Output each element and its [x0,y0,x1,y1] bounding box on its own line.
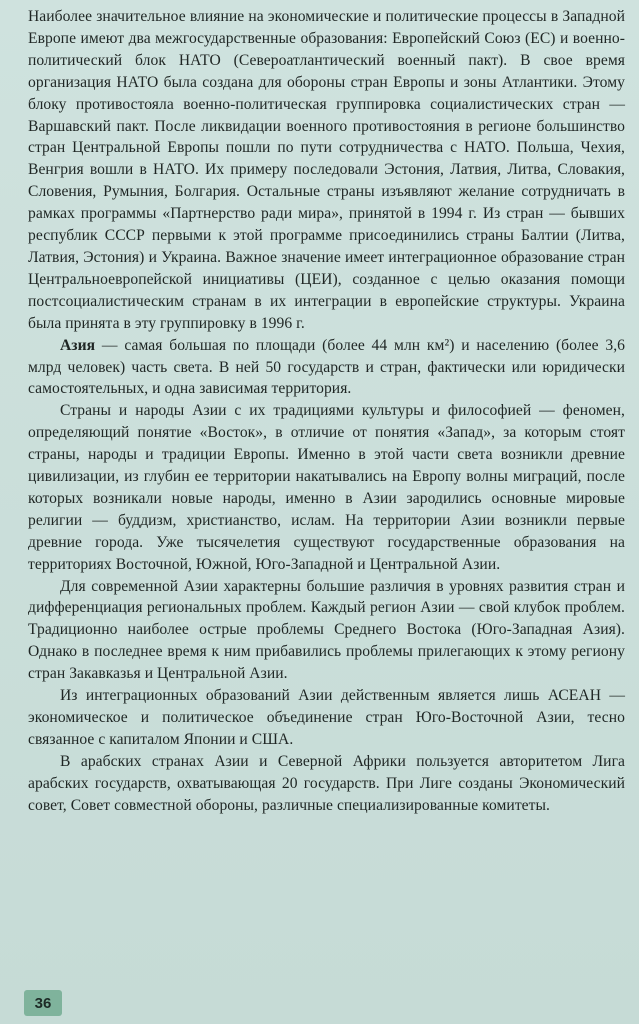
paragraph-text: Для современной Азии характерны большие различия в уровнях развития стран и дифференциация региональных проблем. Каждый регион Азии — свой клубок проблем. Традиционно наиболее острые проблемы Среднего Востока (Юго-Западная Азия). Однако в последнее время к ним прибавились проблемы прилегающих к этому региону стран Закавказья и Центральной Азии. [28,577,625,683]
paragraph-text: В арабских странах Азии и Северной Африки пользуется авторитетом Лига арабских государств, охватывающая 20 государств. При Лиге созданы Экономический совет, Совет совместной обороны, различные специализированные комитеты. [28,752,625,814]
paragraph-text: Страны и народы Азии с их традициями культуры и философией — феномен, определяющий понятие «Восток», в отличие от понятия «Запад», за которым стоят страны, народы и традиции Европы. Именно в этой части света возникли древние цивилизации, из глубин ее территории накатывались на Европу волны миграций, после которых возникали новые народы, именно в Азии зародились основные мировые религии — буддизм, христианство, ислам. На территории Азии возникли первые древние города. Уже тысячелетия существуют государственные образования на территориях Восточной, Южной, Юго-Западной и Центральной Азии. [28,402,625,573]
page-number: 36 [24,990,62,1016]
paragraph-asia-intro [28,335,625,401]
paragraph-asia-culture [28,400,625,575]
paragraph-text: — самая большая по площади (более 44 млн км²) и населению (более 3,6 млрд человек) часть света. В ней 50 государств и стран, фактически или юридически самостоятельных, и одна зависимая территория. [28,336,625,398]
term-asia: Азия [60,336,96,354]
paragraph-arab-league [28,751,625,817]
paragraph-text: Из интеграционных образований Азии действенным является лишь АСЕАН — экономическое и политическое объединение стран Юго-Восточной Азии, тесно связанное с капиталом Японии и США. [28,687,625,748]
paragraph-europe-integration [28,6,625,335]
paragraph-asean [28,685,625,751]
paragraph-asia-regions [28,576,625,686]
paragraph-text: Наиболее значительное влияние на экономические и политические процессы в Западной Европе имеют два межгосударственные образования: Европейский Союз (ЕС) и военно-политический блок НАТО (Североатлантический военный пакт). В свое время организация НАТО была создана для обороны стран Европы и зоны Атлантики. Этому блоку противостояла военно-политическая группировка социалистических стран — Варшавский пакт. После ликвидации военного противостояния в регионе большинство стран Центральной Европы пошли по пути сотрудничества с НАТО. Польша, Чехия, Венгрия вошли в НАТО. Их примеру последовали Эстония, Латвия, Литва, Словакия, Словения, Румыния, Болгария. Остальные страны изъявляют желание сотрудничать в рамках программы «Партнерство ради мира», принятой в 1994 г. Из стран — бывших республик СССР первыми к этой программе присоединились страны Балтии (Литва, Латвия, Эстония) и Украина. Важное значение имеет интеграционное образование стран Центральноевропейской инициативы (ЦЕИ), созданное с целью оказания помощи постсоциалистическим странам в их интеграции в европейские структуры. Украина была принята в эту группировку в 1996 г. [28,8,625,332]
